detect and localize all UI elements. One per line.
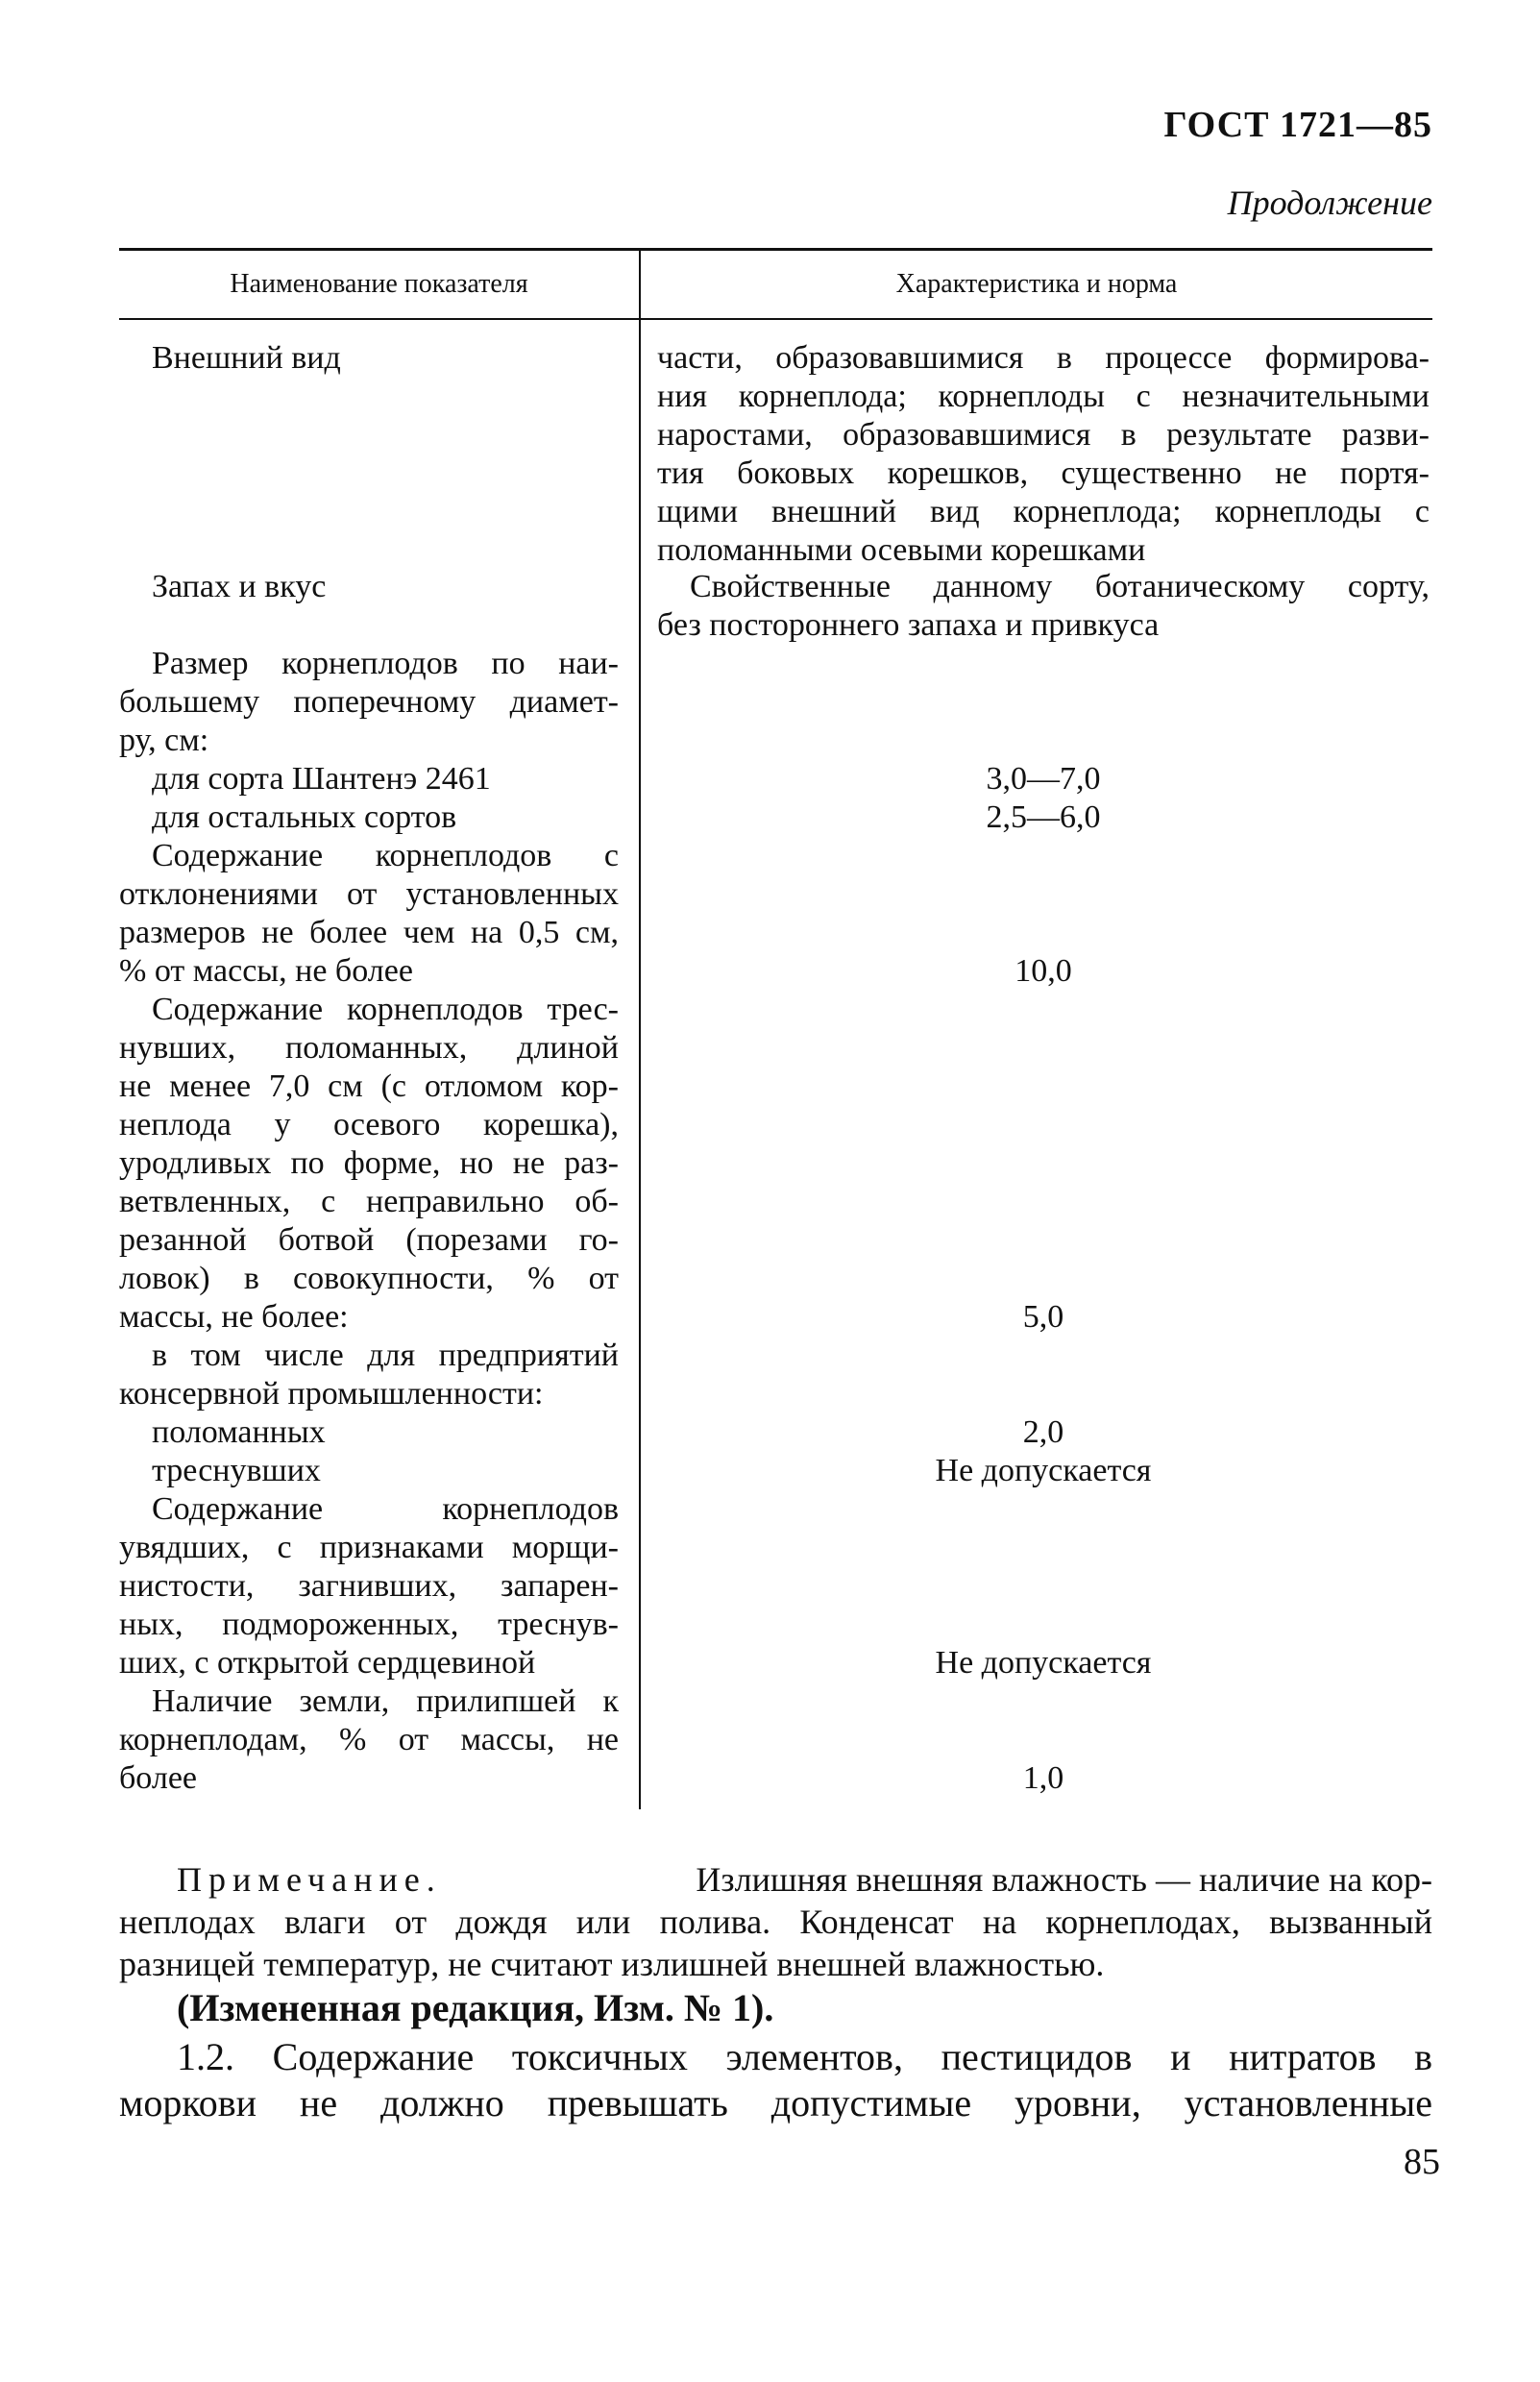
norm-smell-taste-line: без постороннего запаха и привкуса [657, 607, 1160, 643]
column-header-norm: Характеристика и норма [895, 269, 1178, 299]
indicator-cracked: треснувших [152, 1453, 321, 1488]
indicator-size-line: ру, см: [119, 723, 209, 758]
column-header-indicator: Наименование показателя [119, 251, 641, 318]
indicator-cracked-line: резанной ботвой (порезами го- [119, 1222, 619, 1258]
indicator-wilted-line: Содержание корнеплодов [152, 1491, 619, 1527]
norm-deviation: 10,0 [1014, 953, 1072, 989]
table-header [119, 251, 1432, 320]
note-line: разницей температур, не считают излишней внешней влажностью. [119, 1945, 1105, 1983]
norm-appearance-line: тия боковых корешков, существенно не портя- [657, 455, 1430, 491]
norm-soil: 1,0 [1022, 1760, 1064, 1796]
indicator-cracked-line: Содержание корнеплодов трес- [152, 992, 619, 1027]
norm-cracked: Не допускается [935, 1453, 1152, 1488]
note-text: Излишняя внешняя влажность — наличие на кор- [696, 1860, 1432, 1899]
indicator-soil-line: корнеплодам, % от массы, не [119, 1722, 619, 1757]
column-divider [639, 320, 641, 1809]
norm-smell-taste-line: Свойственные данному ботаническому сорту, [690, 569, 1430, 604]
indicator-smell-taste: Запах и вкус [152, 569, 327, 604]
indicator-wilted-line: увядших, с признаками морщи- [119, 1530, 619, 1565]
norm-broken: 2,0 [1022, 1414, 1064, 1450]
indicator-deviation-line: размеров не более чем на 0,5 см, [119, 915, 619, 950]
paragraph-line: 1.2. Содержание токсичных элементов, пестицидов и нитратов в [177, 2035, 1432, 2078]
norm-cracked-total: 5,0 [1022, 1299, 1064, 1335]
indicator-cracked-line: нувших, поломанных, длиной [119, 1030, 619, 1066]
indicator-shantene: для сорта Шантенэ 2461 [152, 761, 491, 797]
norm-wilted: Не допускается [935, 1645, 1152, 1681]
indicator-deviation-line: отклонениями от установленных [119, 876, 619, 912]
note-label: Примечание. [177, 1860, 442, 1899]
indicator-cracked-line: ловок) в совокупности, % от [119, 1261, 619, 1296]
indicator-size-line: Размер корнеплодов по наи- [152, 646, 619, 681]
indicator-broken: поломанных [152, 1414, 326, 1450]
norm-other-sorts: 2,5—6,0 [986, 799, 1101, 835]
norm-shantene: 3,0—7,0 [986, 761, 1101, 797]
indicator-cracked-line: не менее 7,0 см (с отломом кор- [119, 1068, 619, 1104]
norm-appearance-line: ния корнеплода; корнеплоды с незначительными [657, 379, 1430, 414]
indicator-cracked-line: ветвленных, с неправильно об- [119, 1184, 619, 1219]
note-line [119, 1860, 1432, 1899]
indicator-appearance: Внешний вид [152, 340, 341, 376]
indicator-wilted-line: ших, с открытой сердцевиной [119, 1645, 536, 1681]
continuation-label: Продолжение [1227, 184, 1432, 222]
paragraph-line: моркови не должно превышать допустимые уровни, установленные [119, 2081, 1432, 2124]
indicator-canning-line: в том числе для предприятий [152, 1338, 619, 1373]
indicator-canning-line: консервной промышленности: [119, 1376, 544, 1412]
indicator-cracked-line: уродливых по форме, но не раз- [119, 1145, 619, 1181]
indicator-soil-line: Наличие земли, прилипшей к [152, 1683, 619, 1719]
page-number: 85 [1404, 2142, 1440, 2182]
document-number: ГОСТ 1721—85 [1163, 105, 1432, 145]
indicator-cracked-line: неплода у осевого корешка), [119, 1107, 619, 1142]
indicator-soil-line: более [119, 1760, 197, 1796]
amendment-note: (Измененная редакция, Изм. № 1). [177, 1986, 774, 2029]
table-body [119, 320, 1432, 1809]
note-line: неплодах влаги от дождя или полива. Конденсат на корнеплодах, вызванный [119, 1903, 1432, 1941]
norm-appearance-line: части, образовавшимися в процессе формирова- [657, 340, 1430, 376]
indicator-deviation-line: % от массы, не более [119, 953, 413, 989]
norm-appearance-line: поломанными осевыми корешками [657, 532, 1146, 568]
indicator-wilted-line: ных, подмороженных, треснув- [119, 1607, 619, 1642]
indicator-deviation-line: Содержание корнеплодов с [152, 838, 619, 873]
norm-appearance-line: наростами, образовавшимися в результате разви- [657, 417, 1430, 453]
indicator-cracked-line: массы, не более: [119, 1299, 349, 1335]
norm-appearance-line: щими внешний вид корнеплода; корнеплоды с [657, 494, 1430, 529]
requirements-table [119, 248, 1432, 1809]
indicator-other-sorts: для остальных сортов [152, 799, 457, 835]
indicator-wilted-line: нистости, загнивших, запарен- [119, 1568, 619, 1604]
indicator-size-line: большему поперечному диамет- [119, 684, 619, 720]
